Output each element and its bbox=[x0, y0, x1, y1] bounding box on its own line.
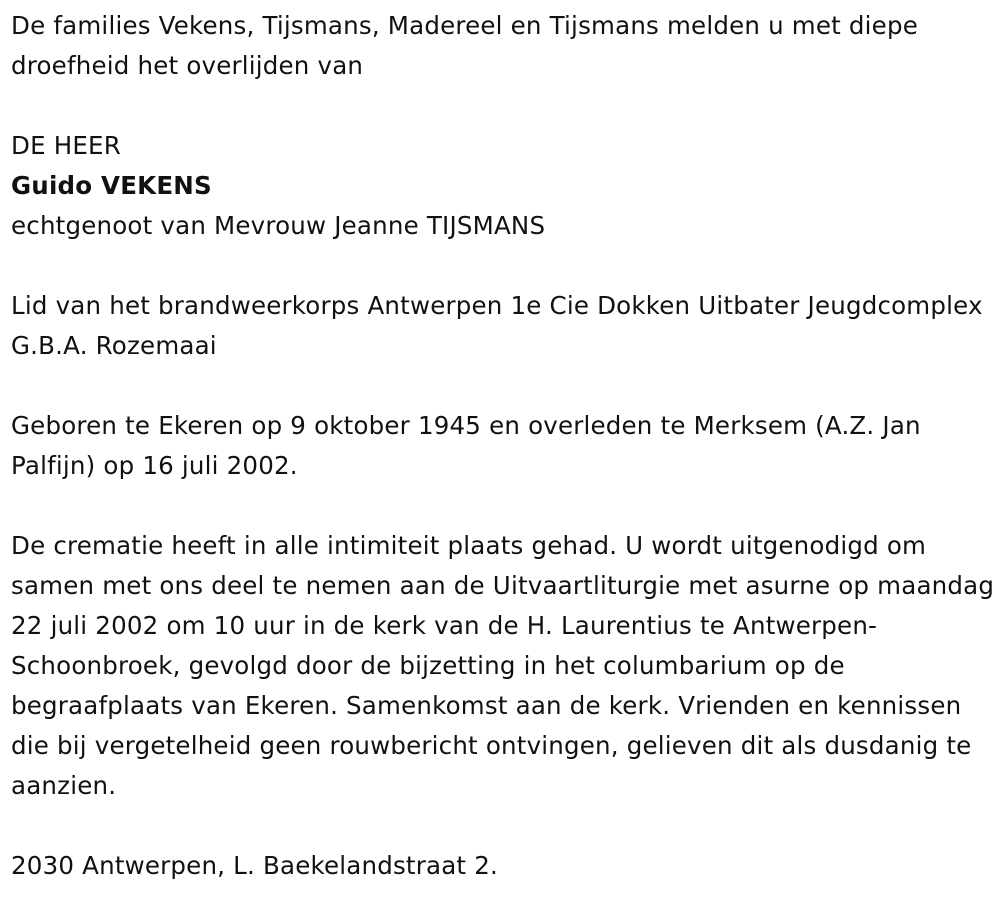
ceremony-paragraph: De crematie heeft in alle intimiteit plaats gehad. U wordt uitgenodigd om samen met ons deel te nemen aan de Uitvaartliturgie met asurne op maandag 22 juli 2002 om 10 uur in de kerk van de H. Laurentius te Antwerpen-Schoonbroek, gevolgd door de bijzetting in het columbarium op de begraafplaats van Ekeren. Samenkomst aan de kerk. Vrienden en kennissen die bij vergetelheid geen rouwbericht ontvingen, gelieven dit als dusdanig te aanzien. bbox=[11, 531, 995, 800]
spacer bbox=[11, 366, 996, 406]
death-notice bbox=[11, 6, 996, 886]
address-line: 2030 Antwerpen, L. Baekelandstraat 2. bbox=[11, 851, 498, 880]
spacer bbox=[11, 246, 996, 286]
birth-death-paragraph: Geboren te Ekeren op 9 oktober 1945 en overleden te Merksem (A.Z. Jan Palfijn) op 16 juli 2002. bbox=[11, 411, 921, 480]
affiliation-paragraph: Lid van het brandweerkorps Antwerpen 1e Cie Dokken Uitbater Jeugdcomplex G.B.A. Rozemaai bbox=[11, 291, 983, 360]
intro-paragraph: De families Vekens, Tijsmans, Madereel en Tijsmans melden u met diepe droefheid het overlijden van bbox=[11, 11, 918, 80]
spouse-line: echtgenoot van Mevrouw Jeanne TIJSMANS bbox=[11, 211, 546, 240]
honorific: DE HEER bbox=[11, 131, 121, 160]
spacer bbox=[11, 486, 996, 526]
spacer bbox=[11, 806, 996, 846]
spacer bbox=[11, 86, 996, 126]
deceased-name: Guido VEKENS bbox=[11, 171, 212, 200]
